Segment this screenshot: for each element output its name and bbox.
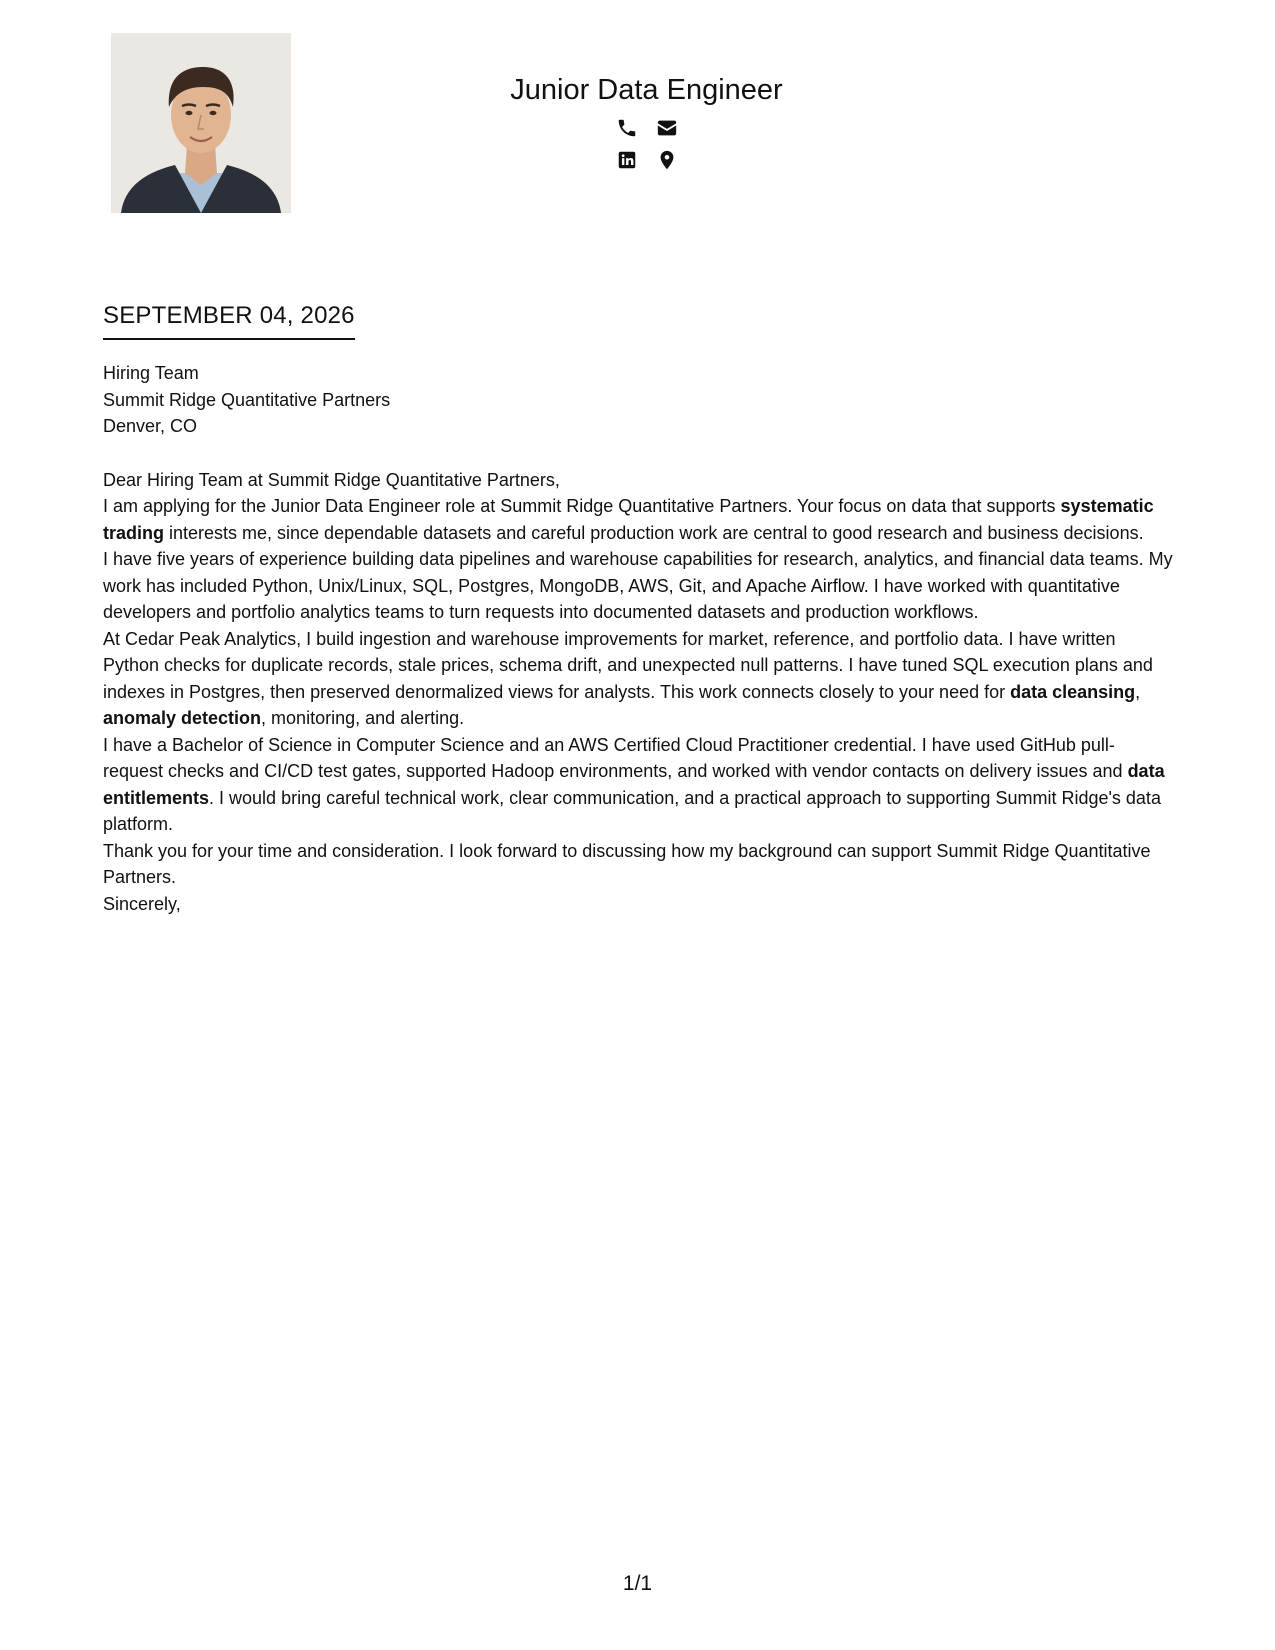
bold-keyword: systematic trading — [103, 496, 1154, 543]
paragraph-3 — [103, 626, 1173, 732]
paragraph-1 — [103, 493, 1173, 546]
contact-icons-row-2 — [330, 148, 963, 172]
paragraph-text: . I would bring careful technical work, clear communication, and a practical approach to supporting Summit Ridge's data platform. — [103, 787, 1161, 834]
map-pin-icon[interactable] — [656, 149, 678, 171]
contact-icons-row-1 — [330, 116, 963, 140]
paragraph-text: , — [1135, 681, 1141, 702]
bold-keyword: data entitlements — [103, 761, 1165, 808]
recipient-block — [103, 360, 1173, 440]
paragraph-2 — [103, 546, 1173, 626]
paragraph-text: I am applying for the Junior Data Engineer role at Summit Ridge Quantitative Partners. Your focus on data that supports — [103, 496, 1061, 516]
paragraph-text: I have five years of experience building data pipelines and warehouse capabilities for research, analytics, and financial data teams. My work has included Python, Unix/Linux, SQL, Postgres, MongoDB, AWS, Git, and Apache Airflow. I have worked with quantitative developers and portfolio analytics teams to turn requests into documented datasets and production workflows. — [103, 549, 1173, 622]
recipient-line: Hiring Team — [103, 363, 199, 383]
salutation: Dear Hiring Team at Summit Ridge Quantitative Partners, — [103, 469, 560, 490]
paragraph-text: interests me, since dependable datasets and careful production work are central to good research and business decisions. — [164, 522, 1144, 543]
page-title: Junior Data Engineer — [510, 74, 783, 106]
paragraph-5 — [103, 838, 1173, 891]
paragraph-text: I have a Bachelor of Science in Computer Science and an AWS Certified Cloud Practitioner credential. I have used GitHub pull-request checks and CI/CD test gates, supported Hadoop environments, and worked with vendor contacts on delivery issues and — [103, 734, 1128, 781]
letter-body — [103, 360, 1173, 917]
envelope-icon[interactable] — [656, 117, 678, 139]
paragraph-text: , monitoring, and alerting. — [261, 708, 465, 728]
phone-icon[interactable] — [616, 117, 638, 139]
profile-photo — [111, 33, 291, 213]
header — [330, 70, 963, 172]
linkedin-icon[interactable] — [616, 149, 638, 171]
paragraph-4 — [103, 732, 1173, 838]
bold-keyword: data cleansing — [1010, 681, 1136, 702]
page-number: 1/1 — [622, 1572, 653, 1595]
paragraph-text: Thank you for your time and consideration. I look forward to discussing how my background can support Summit Ridge Quantitative Partners. — [103, 840, 1151, 887]
paragraph-text: At Cedar Peak Analytics, I build ingestion and warehouse improvements for market, reference, and portfolio data. I have written Python checks for duplicate records, stale prices, schema drift, and unexpected null patterns. I have tuned SQL execution plans and indexes in Postgres, then preserved denormalized views for analysts. This work connects closely to your need for — [103, 628, 1153, 702]
recipient-location: Denver, CO — [103, 416, 198, 436]
bold-keyword: anomaly detection — [103, 708, 262, 728]
letter-date: SEPTEMBER 04, 2026 — [103, 300, 355, 340]
recipient-company: Summit Ridge Quantitative Partners — [103, 389, 391, 410]
person-portrait-icon — [111, 33, 291, 213]
closing: Sincerely, — [103, 893, 181, 914]
